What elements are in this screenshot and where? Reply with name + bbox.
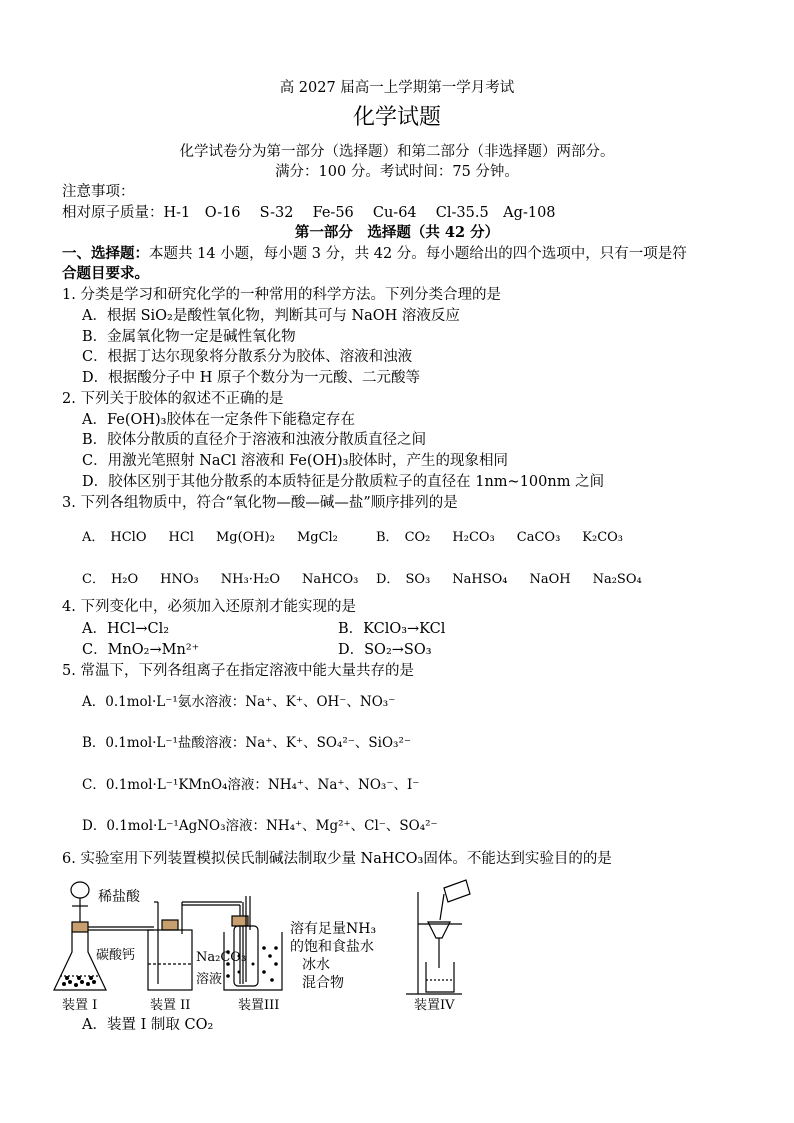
q1-stem: 1. 分类是学习和研究化学的一种常用的科学方法。下列分类合理的是 [62,287,501,303]
label-apparatus-4: 装置IV [414,998,455,1013]
calcium-carbonate-solid [62,976,96,987]
q2-stem: 2. 下列关于胶体的叙述不正确的是 [62,391,284,407]
q5-option-d: D．0.1mol·L⁻¹AgNO₃溶液：NH₄⁺、Mg²⁺、Cl⁻、SO₄²⁻ [82,818,438,834]
q4-stem: 4. 下列变化中，必须加入还原剂才能实现的是 [62,599,356,615]
page-title: 化学试题 [352,105,441,130]
q5-stem: 5. 常温下，下列各组离子在指定溶液中能大量共存的是 [62,663,414,679]
q1-option-c: C．根据丁达尔现象将分散系分为胶体、溶液和浊液 [82,349,413,365]
q5-option-c: C．0.1mol·L⁻¹KMnO₄溶液：NH₄⁺、Na⁺、NO₃⁻、I⁻ [82,777,420,793]
q3-option-c: C． H₂O HNO₃ NH₃·H₂O NaHCO₃ [82,572,359,587]
section-label: 一、选择题： [62,245,149,262]
q2-option-a: A．Fe(OH)₃胶体在一定条件下能稳定存在 [82,412,355,428]
q1-option-d: D．根据酸分子中 H 原子个数分为一元酸、二元酸等 [82,370,420,386]
label-na2co3: Na₂CO₃ [196,950,247,965]
q3-stem: 3. 下列各组物质中，符合“氧化物—酸—碱—盐”顺序排列的是 [62,495,458,511]
q5-option-a: A．0.1mol·L⁻¹氨水溶液：Na⁺、K⁺、OH⁻、NO₃⁻ [82,694,396,710]
q3-option-a: A． HClO HCl Mg(OH)₂ MgCl₂ [82,530,338,545]
q3-option-b: B． CO₂ H₂CO₃ CaCO₃ K₂CO₃ [376,530,624,545]
q4-option-c: C．MnO₂→Mn²⁺ [82,642,200,658]
q2-option-b: B．胶体分散质的直径介于溶液和浊液分散质直径之间 [82,432,427,448]
q2-option-c: C．用激光笔照射 NaCl 溶液和 Fe(OH)₃胶体时，产生的现象相同 [82,453,508,469]
label-ice-water: 冰水 [302,957,330,973]
label-nh3-brine: 溶有足量NH₃ [290,921,377,937]
section-instructions [62,244,687,264]
apparatus-4 [406,880,470,994]
label-brine: 的饱和食盐水 [290,939,374,955]
q4-option-b: B．KClO₃→KCl [338,621,446,637]
q4-option-d: D．SO₂→SO₃ [338,642,432,658]
intro-text: 化学试卷分为第一部分（选择题）和第二部分（非选择题）两部分。 [179,144,615,160]
label-calcium-carbonate: 碳酸钙 [96,948,136,963]
part1-heading: 第一部分 选择题（共 42 分） [294,224,500,241]
label-mixture: 混合物 [302,975,344,991]
apparatus-diagram [50,872,730,1012]
q1-option-a: A．根据 SiO₂是酸性氧化物，判断其可与 NaOH 溶液反应 [82,308,460,324]
q1-option-b: B．金属氧化物一定是碱性氧化物 [82,329,296,345]
section-text: 本题共 14 小题，每小题 3 分，共 42 分。每小题给出的四个选项中，只有一项是符 [149,246,687,262]
q2-option-d: D．胶体区别于其他分散系的本质特征是分散质粒子的直径在 1nm~100nm 之间 [82,474,605,490]
label-apparatus-1: 装置 I [62,998,98,1013]
q4-option-a: A．HCl→Cl₂ [82,621,170,637]
q3-option-d: D． SO₃ NaHSO₄ NaOH Na₂SO₄ [376,572,642,587]
q6-stem: 6. 实验室用下列装置模拟侯氏制碱法制取少量 NaHCO₃固体。不能达到实验目的的是 [62,851,612,867]
label-dilute-hcl: 稀盐酸 [98,889,140,905]
q6-option-a: A．装置 I 制取 CO₂ [82,1017,214,1033]
score-time: 满分：100 分。考试时间：75 分钟。 [275,164,519,180]
atomic-mass: 相对原子质量：H-1 O-16 S-32 Fe-56 Cu-64 Cl-35.5 Ag-108 [62,205,556,221]
label-solution: 溶液 [196,972,223,987]
apparatus-3 [224,896,282,990]
label-apparatus-2: 装置 II [150,998,191,1013]
notice-label: 注意事项： [62,184,135,200]
exam-name: 高 2027 届高一上学期第一学月考试 [279,80,515,96]
section-text-2: 合题目要求。 [62,265,149,282]
q5-option-b: B．0.1mol·L⁻¹盐酸溶液：Na⁺、K⁺、SO₄²⁻、SiO₃²⁻ [82,735,411,751]
label-apparatus-3: 装置III [238,998,280,1013]
